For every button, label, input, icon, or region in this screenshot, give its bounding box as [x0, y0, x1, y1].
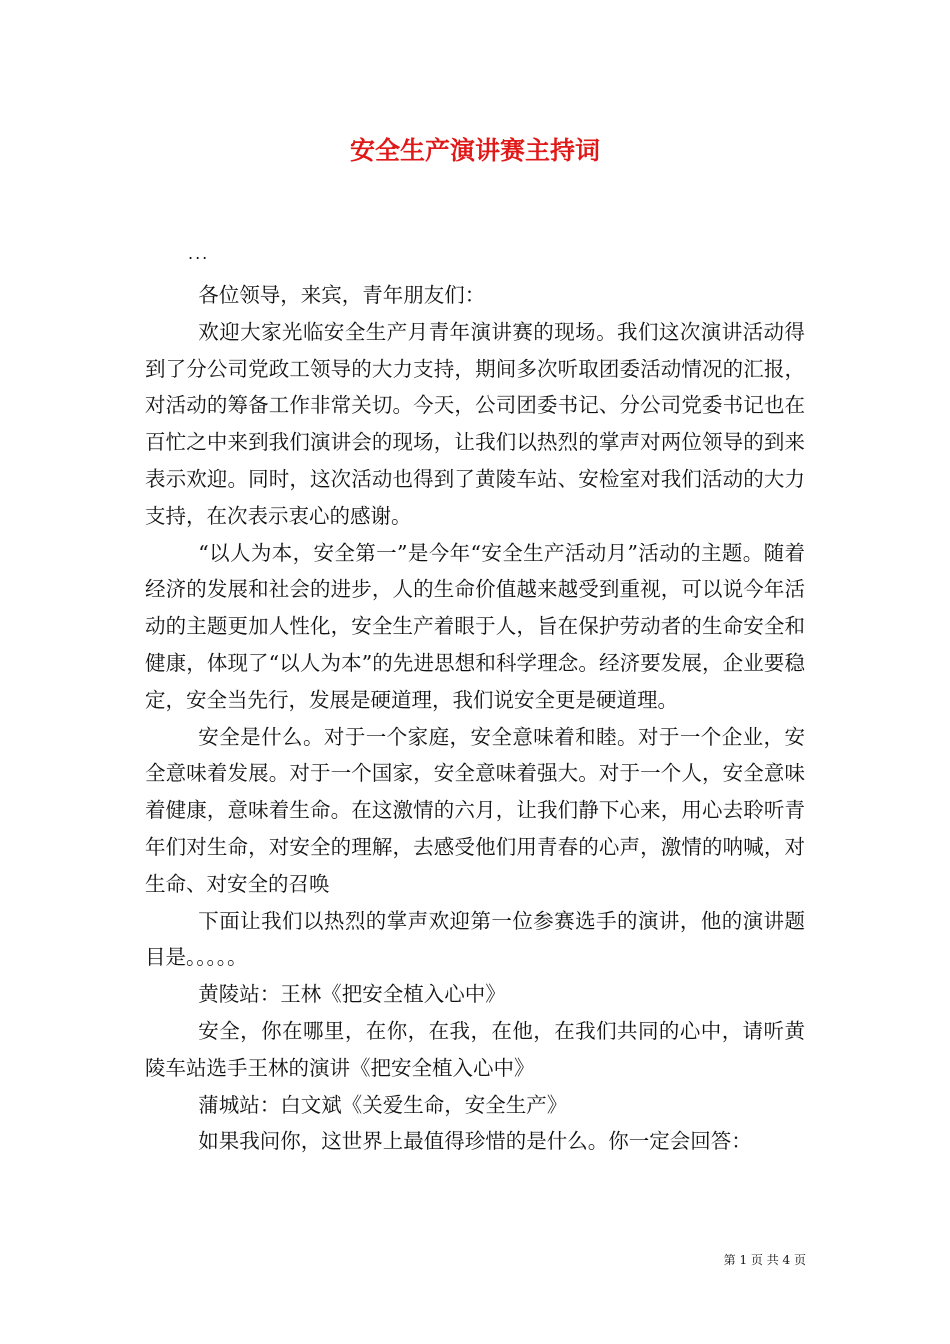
- paragraph-welcome: 欢迎大家光临安全生产月青年演讲赛的现场。我们这次演讲活动得到了分公司党政工领导的大力支持，期间多次听取团委活动情况的汇报，对活动的筹备工作非常关切。今天，公司团委书记、分公司党委书记也在百忙之中来到我们演讲会的现场，让我们以热烈的掌声对两位领导的到来表示欢迎。同时，这次活动也得到了黄陵车站、安检室对我们活动的大力支持，在次表示衷心的感谢。: [145, 319, 805, 528]
- paragraph-greeting: 各位领导，来宾，青年朋友们：: [198, 283, 486, 307]
- paragraph-huangling-intro: 安全，你在哪里，在你，在我，在他，在我们共同的心中，请听黄陵车站选手王林的演讲《把安全植入心中》: [145, 1018, 805, 1080]
- paragraph-first-speaker: 下面让我们以热烈的掌声欢迎第一位参赛选手的演讲，他的演讲题目是。。。。。: [145, 908, 805, 970]
- page-title: 安全生产演讲赛主持词: [349, 136, 600, 165]
- paragraph-theme: “以人为本，安全第一”是今年“安全生产活动月”活动的主题。随着经济的发展和社会的进步，人的生命价值越来越受到重视，可以说今年活动的主题更加人性化，安全生产着眼于人，旨在保护劳动者的生命安全和健康，体现了“以人为本”的先进思想和科学理念。经济要发展，企业要稳定，安全当先行，发展是硬道理，我们说安全更是硬道理。: [145, 540, 805, 712]
- paragraph-pucheng-speaker: 蒲城站：白文斌《关爱生命，安全生产》: [198, 1092, 568, 1117]
- paragraph-huangling-speaker: 黄陵站：王林《把安全植入心中》: [198, 982, 506, 1007]
- page-number-footer: 第 1 页 共 4 页: [723, 1253, 806, 1267]
- document-body: [145, 277, 805, 1160]
- paragraph-what-is-safety: 安全是什么。对于一个家庭，安全意味着和睦。对于一个企业，安全意味着发展。对于一个国家，安全意味着强大。对于一个人，安全意味着健康，意味着生命。在这激情的六月，让我们静下心来，用心去聆听青年们对生命，对安全的理解，去感受他们用青春的心声，激情的呐喊，对生命、对安全的召唤: [145, 724, 805, 896]
- paragraph-question: 如果我问你，这世界上最值得珍惜的是什么。你一定会回答：: [198, 1129, 752, 1154]
- ellipsis-text: ...: [188, 244, 210, 263]
